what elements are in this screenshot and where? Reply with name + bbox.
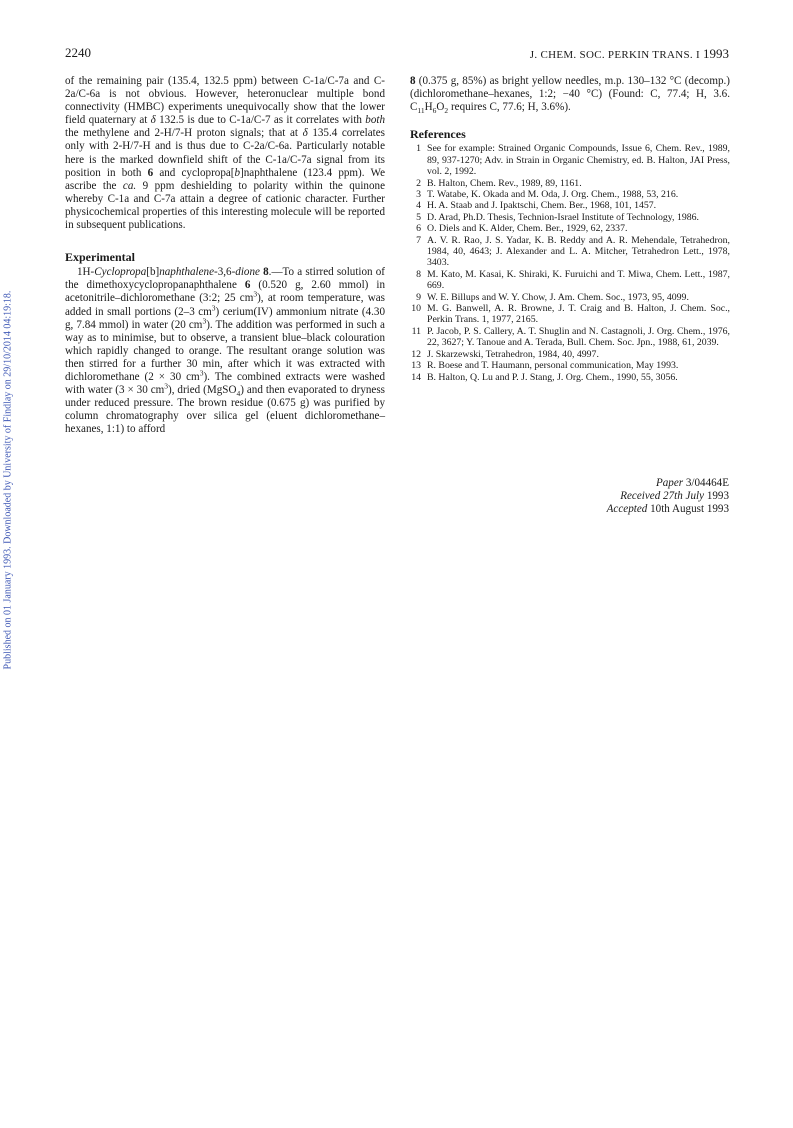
intro-paragraph: of the remaining pair (135.4, 132.5 ppm) between C-1a/C-7a and C-2a/C-6a is not obvious. However, heteronuclear multiple bond connectivity (HMBC) experiments unequivocally show that the lower field quaternary at δ 132.5 is due to C-1a/C-7 as it correlates with both the methylene and 2-H/7-H proton signals; that at δ 135.4 correlates only with 2-H/7-H and is thus due to C-2a/C-6a. Particularly notable here is the marked downfield shift of the C-1a/C-7a signal from its position in both 6 and cyclopropa[b]naphthalene (123.4 ppm). We ascribe the ca. 9 ppm deshielding to polarity within the quinone whereby C-1a and C-7a attain a degree of cationic character. Further physicochemical properties of this interesting molecule will be reported in subsequent publications. (65, 75, 385, 232)
journal-year: 1993 (703, 46, 729, 61)
reference-item: 14 B. Halton, Q. Lu and P. J. Stang, J. Org. Chem., 1990, 55, 3056. (411, 371, 678, 383)
experimental-heading: Experimental (65, 250, 135, 265)
references-heading: References (410, 127, 466, 142)
reference-item: 5 D. Arad, Ph.D. Thesis, Technion-Israel Institute of Technology, 1986. (416, 211, 699, 223)
reference-item: 4 H. A. Staab and J. Ipaktschi, Chem. Ber., 1968, 101, 1457. (416, 200, 657, 212)
reference-item: 9 W. E. Billups and W. Y. Chow, J. Am. Chem. Soc., 1973, 95, 4099. (416, 291, 689, 303)
reference-item: 12 J. Skarzewski, Tetrahedron, 1984, 40, 4997. (411, 348, 599, 360)
reference-item: 1 See for example: Strained Organic Compounds, Issue 6, Chem. Rev., 1989, 89, 937-1270; Adv. in Strain in Organic Chemistry, ed. B. Halton, JAI Press, vol. 2, 1992. (416, 143, 730, 178)
download-notice-text: Published on 01 January 1993. Downloaded by University of Findlay on 29/10/2014 04:19:18. (2, 290, 14, 670)
continuation-paragraph: 8 (0.375 g, 85%) as bright yellow needles, m.p. 130–132 °C (decomp.) (dichloromethane–hexanes, 1:2; −40 °C) (Found: C, 77.4; H, 3.6. $C_{11}H_6O_2$ requires C, 77.6; H, 3.6%). (410, 75, 730, 116)
download-notice (2, 265, 14, 695)
right-column (410, 75, 730, 383)
reference-item: 3 T. Watabe, K. Okada and M. Oda, J. Org. Chem., 1988, 53, 216. (416, 189, 679, 200)
reference-item: 11 P. Jacob, P. S. Callery, A. T. Shuglin and N. Castagnoli, J. Org. Chem., 1976, 22, 3627; Y. Tanoue and A. Terada, Bull. Chem. Soc. Jpn., 1988, 61, 2039. (411, 325, 730, 349)
reference-item: 6 O. Diels and K. Alder, Chem. Ber., 1929, 62, 2337. (416, 223, 628, 235)
experimental-paragraph: 1H-Cyclopropa[b]naphthalene-3,6-dione 8.—To a stirred solution of the dimethoxycyclopropanaphthalene 6 (0.520 g, 2.60 mmol) in acetonitrile–dichloromethane (3:2; 25 $cm^3$), at room temperature, was added in small portions (2–3 $cm^3$) cerium(IV) ammonium nitrate (4.30 g, 7.84 mmol) in water (20 $cm^3$). The addition was performed in such a way as to minimise, but to observe, a transient blue–black colouration which rapidly changed to orange. The resultant orange solution was then stirred for a further 30 min, after which it was extracted with dichloromethane (2 × 30 $cm^3$). The combined extracts were washed with water (3 × 30 $cm^3$), dried (MgSO$_4$) and then evaporated to dryness under reduced pressure. The brown residue (0.675 g) was purified by column chromatography over silica gel (eluent dichloromethane–hexanes, 1:1) to afford (65, 266, 385, 436)
paper-id-line: Paper 3/04464E (655, 477, 729, 489)
paper-info (607, 477, 729, 516)
received-line: Received 27th July 1993 (620, 490, 729, 503)
reference-item: 2 B. Halton, Chem. Rev., 1989, 89, 1161. (416, 177, 582, 189)
accepted-line: Accepted 10th August 1993 (606, 503, 729, 516)
reference-item: 8 M. Kato, M. Kasai, K. Shiraki, K. Furuichi and T. Miwa, Chem. Lett., 1987, 669. (416, 268, 730, 292)
reference-list (410, 143, 730, 383)
journal-name: J. CHEM. SOC. PERKIN TRANS. I (529, 49, 700, 61)
running-header (530, 46, 729, 62)
reference-item: 10 M. G. Banwell, A. R. Browne, J. T. Craig and B. Halton, J. Chem. Soc., Perkin Trans. 1, 1977, 2165. (411, 303, 730, 326)
reference-item: 13 R. Boese and T. Haumann, personal communication, May 1993. (411, 360, 679, 372)
reference-item: 7 A. V. R. Rao, J. S. Yadar, K. B. Reddy and A. R. Mehendale, Tetrahedron, 1984, 40, 4643; J. Alexander and L. A. Mitcher, Tetrahedron Lett., 1978, 3403. (416, 234, 730, 269)
page-number: 2240 (65, 45, 91, 60)
left-column (65, 75, 385, 436)
